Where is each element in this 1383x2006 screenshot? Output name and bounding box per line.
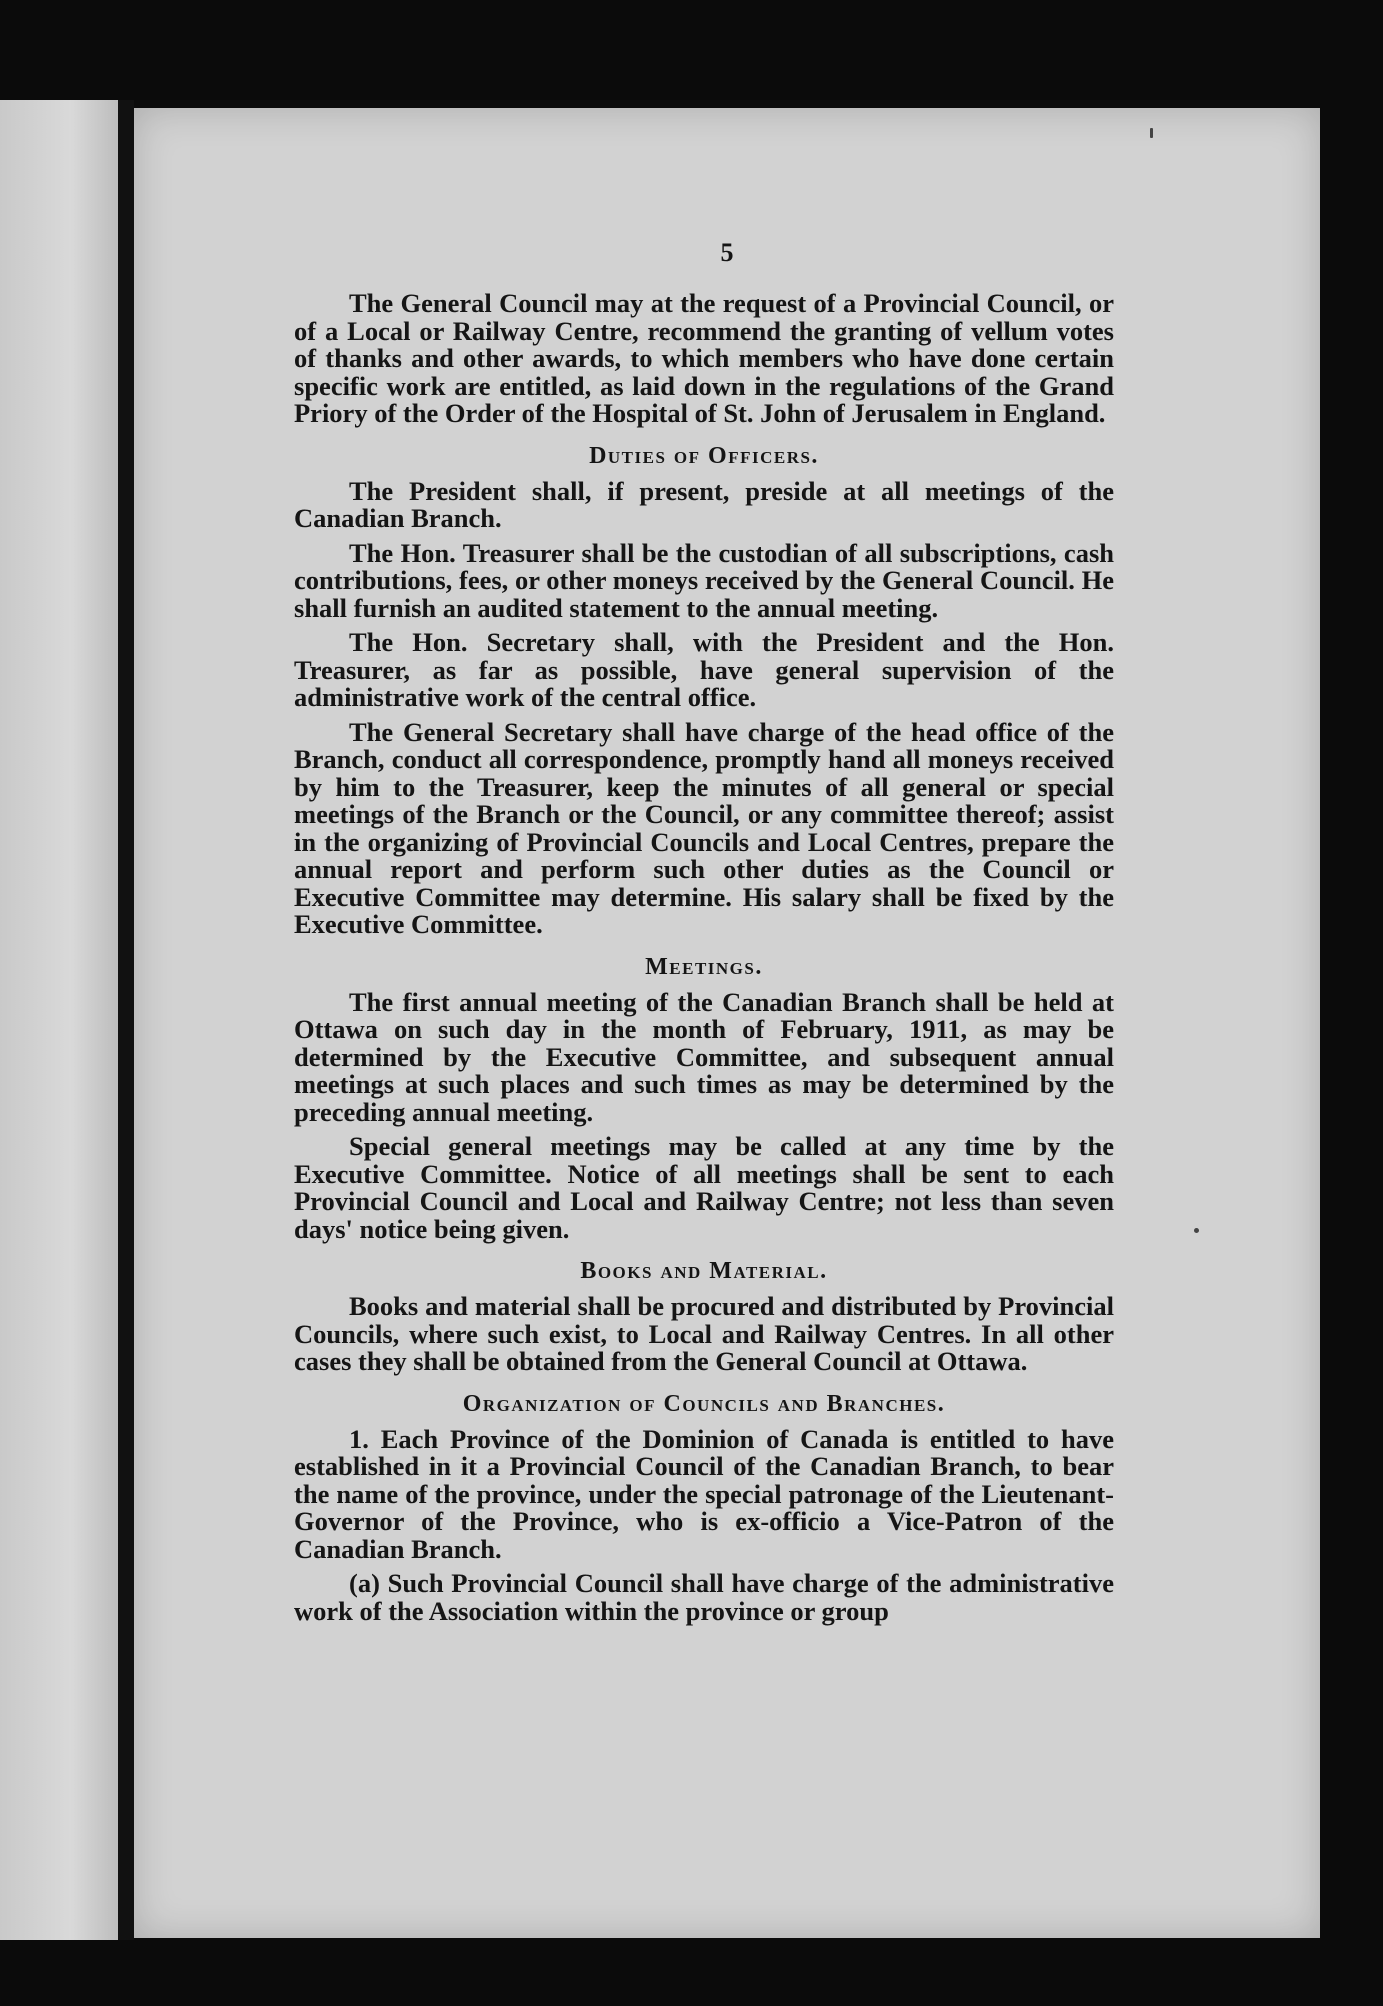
paragraph-treasurer: The Hon. Treasurer shall be the custodian of all subscriptions, cash contributions, fees, or other moneys received by the General Council. He shall furnish an audited statement to the annual meeting. (294, 537, 1114, 623)
paragraph-books: Books and material shall be procured and distributed by Provincial Councils, where such exist, to Local and Railway Centres. In all other cases they shall be obtained from the General Council at Ottawa. (294, 1291, 1114, 1376)
scan-speck (1194, 1228, 1199, 1233)
paragraph-provincial-council: 1. Each Province of the Dominion of Canada is entitled to have established in it a Provincial Council of the Canadian Branch, to bear the name of the province, under the special patronage of the Lieutenant-Governor of the Province, who is ex-officio a Vice-Patron of the Canadian Branch. (294, 1423, 1114, 1564)
book-gutter (118, 100, 134, 1940)
section-heading-books-and-material: Books and Material. (580, 1258, 828, 1284)
paragraph-general-secretary: The General Secretary shall have charge of the head office of the Branch, conduct all correspondence, promptly hand all moneys received by him to the Treasurer, keep the minutes of all general or special meetings of the Branch or the Council, or any committee thereof; assist in the organizing of Provincial Councils and Local Centres, prepare the annual report and perform such other duties as the Council or Executive Committee may determine. His salary shall be fixed by the Executive Committee. (294, 716, 1114, 939)
page-body (294, 290, 1114, 1632)
paragraph-secretary: The Hon. Secretary shall, with the President and the Hon. Treasurer, as far as possible, have general supervision of the administrative work of the central office. (294, 627, 1114, 712)
page-number: 5 (720, 238, 734, 267)
section-heading-organization: Organization of Councils and Branches. (462, 1390, 946, 1417)
intro-paragraph: The General Council may at the request of a Provincial Council, or of a Local or Railway Centre, recommend the granting of vellum votes of thanks and other awards, to which members who have done certain specific work are entitled, as laid down in the regulations of the Grand Priory of the Order of the Hospital of St. John of Jerusalem in England. (294, 288, 1114, 428)
section-heading-meetings: Meetings. (645, 953, 763, 980)
paragraph-annual-meeting: The first annual meeting of the Canadian Branch shall be held at Ottawa on such day in the month of February, 1911, as may be determined by the Executive Committee, and subsequent annual meetings at such places and such times as may be determined by the preceding annual meeting. (294, 986, 1114, 1127)
paragraph-president: The President shall, if present, preside at all meetings of the Canadian Branch. (294, 475, 1114, 533)
document-page (134, 108, 1320, 1938)
scan-speck (1150, 128, 1153, 138)
section-heading-duties-of-officers: Duties of Officers. (589, 442, 819, 469)
paragraph-special-meetings: Special general meetings may be called at any time by the Executive Committee. Notice of all meetings shall be sent to each Provincial Council and Local and Railway Centre; not less than seven days' notice being given. (294, 1131, 1114, 1244)
facing-page-edge (0, 100, 118, 1940)
paragraph-provincial-council-a: (a) Such Provincial Council shall have charge of the administrative work of the Association within the province or group (294, 1568, 1114, 1626)
